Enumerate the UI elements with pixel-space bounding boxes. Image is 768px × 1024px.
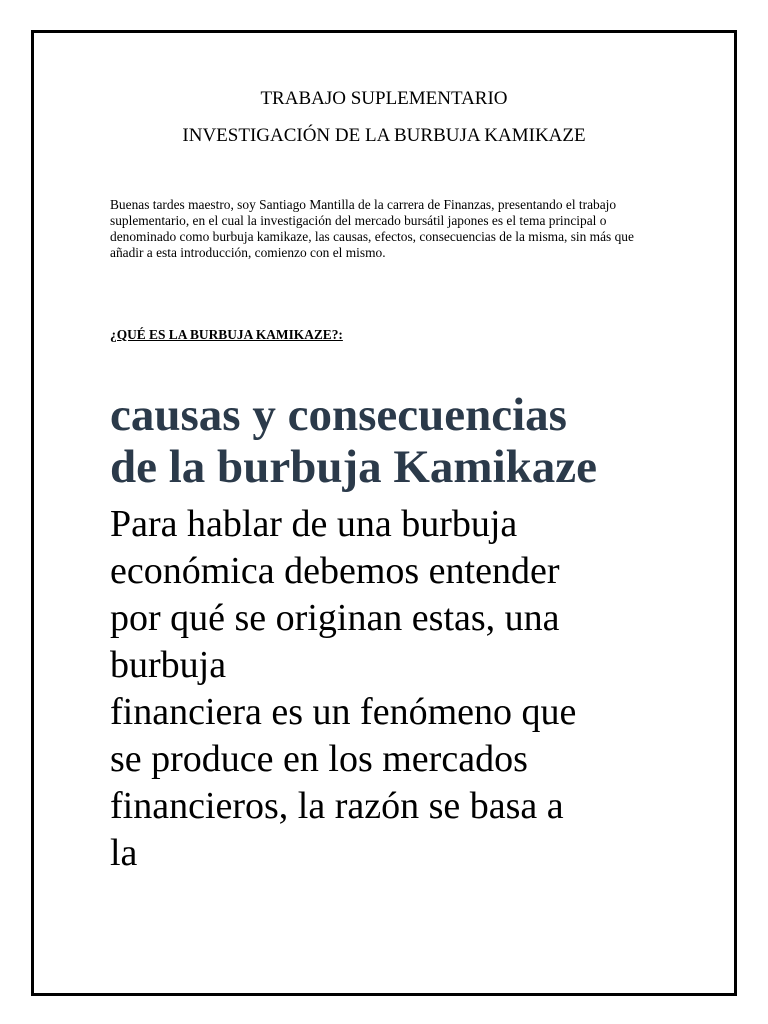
document-title-line-2: INVESTIGACIÓN DE LA BURBUJA KAMIKAZE (182, 125, 586, 146)
big-heading (110, 389, 730, 493)
document-title-line-1: TRABAJO SUPLEMENTARIO (260, 88, 508, 109)
body-line: se produce en los mercados (110, 738, 528, 780)
body-line: financieros, la razón se basa a (110, 785, 564, 827)
section-heading: ¿QUÉ ES LA BURBUJA KAMIKAZE?: (110, 327, 343, 342)
body-line: por qué se originan estas, una (110, 597, 560, 639)
intro-line: consecuencias de la misma, sin más que añadir a esta introducción, comienzo con el (110, 229, 634, 260)
body-line: Para hablar de una burbuja (110, 503, 518, 545)
big-heading-line: causas y consecuencias (110, 389, 567, 441)
intro-line: Buenas tardes maestro, soy Santiago Mantilla de la carrera de Finanzas, presentando el (110, 197, 579, 212)
body-line: burbuja (110, 644, 227, 686)
intro-line: trabajo suplementario, en el cual la investigación del mercado bursátil japones es el (110, 197, 617, 228)
body-line: financiera es un fenómeno que (110, 691, 577, 733)
body-line: económica debemos entender (110, 550, 560, 592)
big-heading-line: de la burbuja Kamikaze (110, 441, 598, 493)
body-text (110, 501, 730, 877)
intro-paragraph (110, 197, 670, 261)
intro-line: mismo. (345, 245, 386, 260)
body-line: la (110, 832, 138, 874)
intro-line: tema principal o denominado como burbuja kamikaze, las causas, efectos, (110, 213, 607, 244)
